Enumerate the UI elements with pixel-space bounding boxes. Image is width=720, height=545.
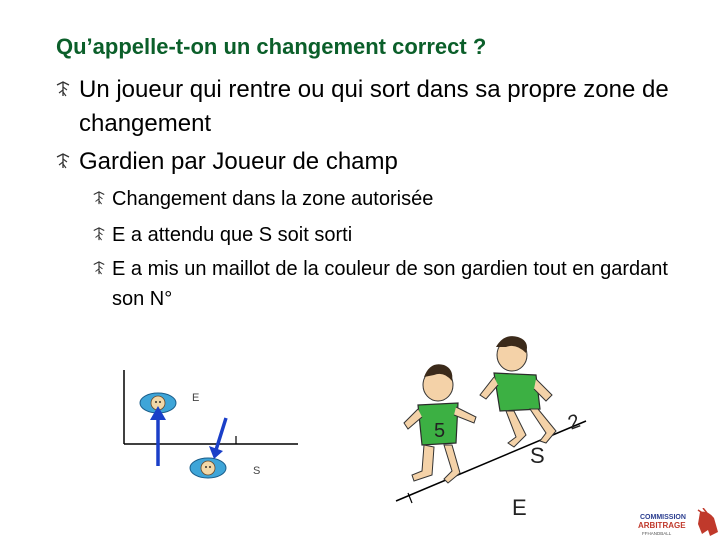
logo-graphic [630,508,720,540]
player-exiting-figure [480,336,583,447]
hand-flag-icon [92,227,106,241]
jersey-number-1: 5 [434,420,446,442]
svg-text:COMMISSION: COMMISSION [640,514,686,521]
commission-arbitrage-logo [630,508,720,540]
player-out-label: S [253,465,261,477]
bullet-item [55,73,675,141]
bullet-text: Gardien par Joueur de champ [79,148,398,175]
hand-flag-icon [92,191,106,205]
player-entering-figure [404,364,476,483]
jersey-number-2: 2 [565,410,584,435]
sub-bullet-text: E a attendu que S soit sorti [112,224,353,246]
hand-flag-icon [55,153,71,169]
players-illustration [390,325,620,525]
player-in-label: E [192,392,200,404]
horse-head-icon [698,508,718,536]
svg-text:FFHANDBALL: FFHANDBALL [642,531,672,536]
hand-flag-icon [92,261,106,275]
slide-title: Qu’appelle-t-on un changement correct ? [56,34,487,59]
sub-bullet-text: E a mis un maillot de la couleur de son gardien tout en gardant son N° [112,258,668,310]
sub-bullet-item [92,220,672,250]
exit-arrow [216,418,226,450]
bullet-item [55,145,675,179]
sub-bullet-text: Changement dans la zone autorisée [112,188,434,210]
sub-bullet-item [92,254,672,314]
hand-flag-icon [55,81,71,97]
svg-text:ARBITRAGE: ARBITRAGE [638,521,686,530]
bullet-text: Un joueur qui rentre ou qui sort dans sa propre zone de changement [79,76,669,137]
player-out-label: S [530,443,545,468]
sub-bullet-item [92,184,672,214]
player-in-label: E [512,495,527,520]
substitution-zone-diagram [80,360,310,490]
player-out-token [190,458,226,478]
